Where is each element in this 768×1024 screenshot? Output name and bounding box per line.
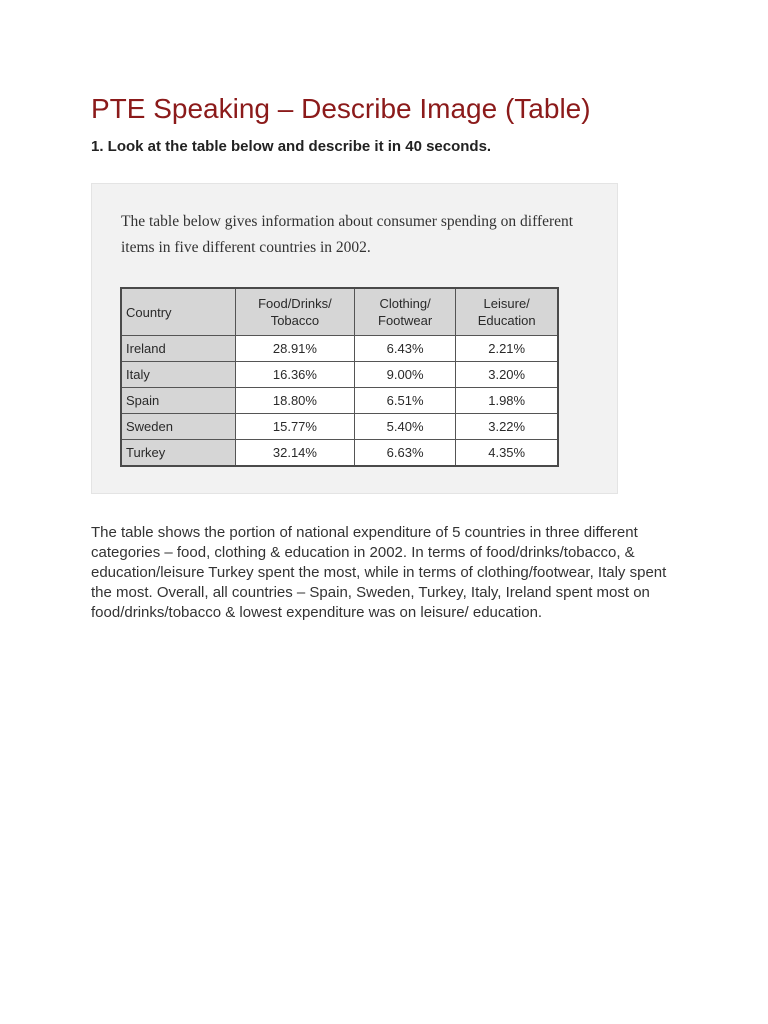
country-cell: Italy	[121, 362, 236, 388]
country-cell: Turkey	[121, 440, 236, 467]
country-cell: Ireland	[121, 336, 236, 362]
leisure-cell: 3.22%	[456, 414, 558, 440]
food-cell: 15.77%	[236, 414, 355, 440]
column-header-leisure: Leisure/ Education	[456, 288, 558, 336]
table-row	[121, 362, 558, 388]
column-header-country: Country	[121, 288, 236, 336]
country-cell: Spain	[121, 388, 236, 414]
food-cell: 16.36%	[236, 362, 355, 388]
task-instruction: 1. Look at the table below and describe it in 40 seconds.	[91, 138, 492, 155]
column-header-clothing: Clothing/ Footwear	[354, 288, 456, 336]
table-row	[121, 336, 558, 362]
page-title: PTE Speaking – Describe Image (Table)	[91, 93, 591, 124]
spending-table	[120, 287, 559, 467]
table-image	[91, 183, 618, 494]
food-cell: 28.91%	[236, 336, 355, 362]
column-header-food: Food/Drinks/ Tobacco	[236, 288, 355, 336]
clothing-cell: 6.43%	[354, 336, 456, 362]
answer-paragraph: The table shows the portion of national expenditure of 5 countries in three different categories – food, clothing & education in 2002. In terms of food/drinks/tobacco, & education/leisure Turkey spent the most, while in terms of clothing/footwear, Italy spent the most. Overall, all countries – Spain, Sweden, Turkey, Italy, Ireland spent most on food/drinks/tobacco & lowest expenditure was on leisure/ education.	[91, 524, 667, 621]
table-row	[121, 440, 558, 467]
leisure-cell: 2.21%	[456, 336, 558, 362]
clothing-cell: 9.00%	[354, 362, 456, 388]
country-cell: Sweden	[121, 414, 236, 440]
figure-caption: The table below gives information about consumer spending on different items in five different countries in 2002.	[121, 213, 574, 256]
leisure-cell: 4.35%	[456, 440, 558, 467]
food-cell: 32.14%	[236, 440, 355, 467]
table-row	[121, 388, 558, 414]
leisure-cell: 3.20%	[456, 362, 558, 388]
clothing-cell: 6.63%	[354, 440, 456, 467]
clothing-cell: 6.51%	[354, 388, 456, 414]
clothing-cell: 5.40%	[354, 414, 456, 440]
leisure-cell: 1.98%	[456, 388, 558, 414]
food-cell: 18.80%	[236, 388, 355, 414]
table-header-row	[121, 288, 558, 336]
table-row	[121, 414, 558, 440]
